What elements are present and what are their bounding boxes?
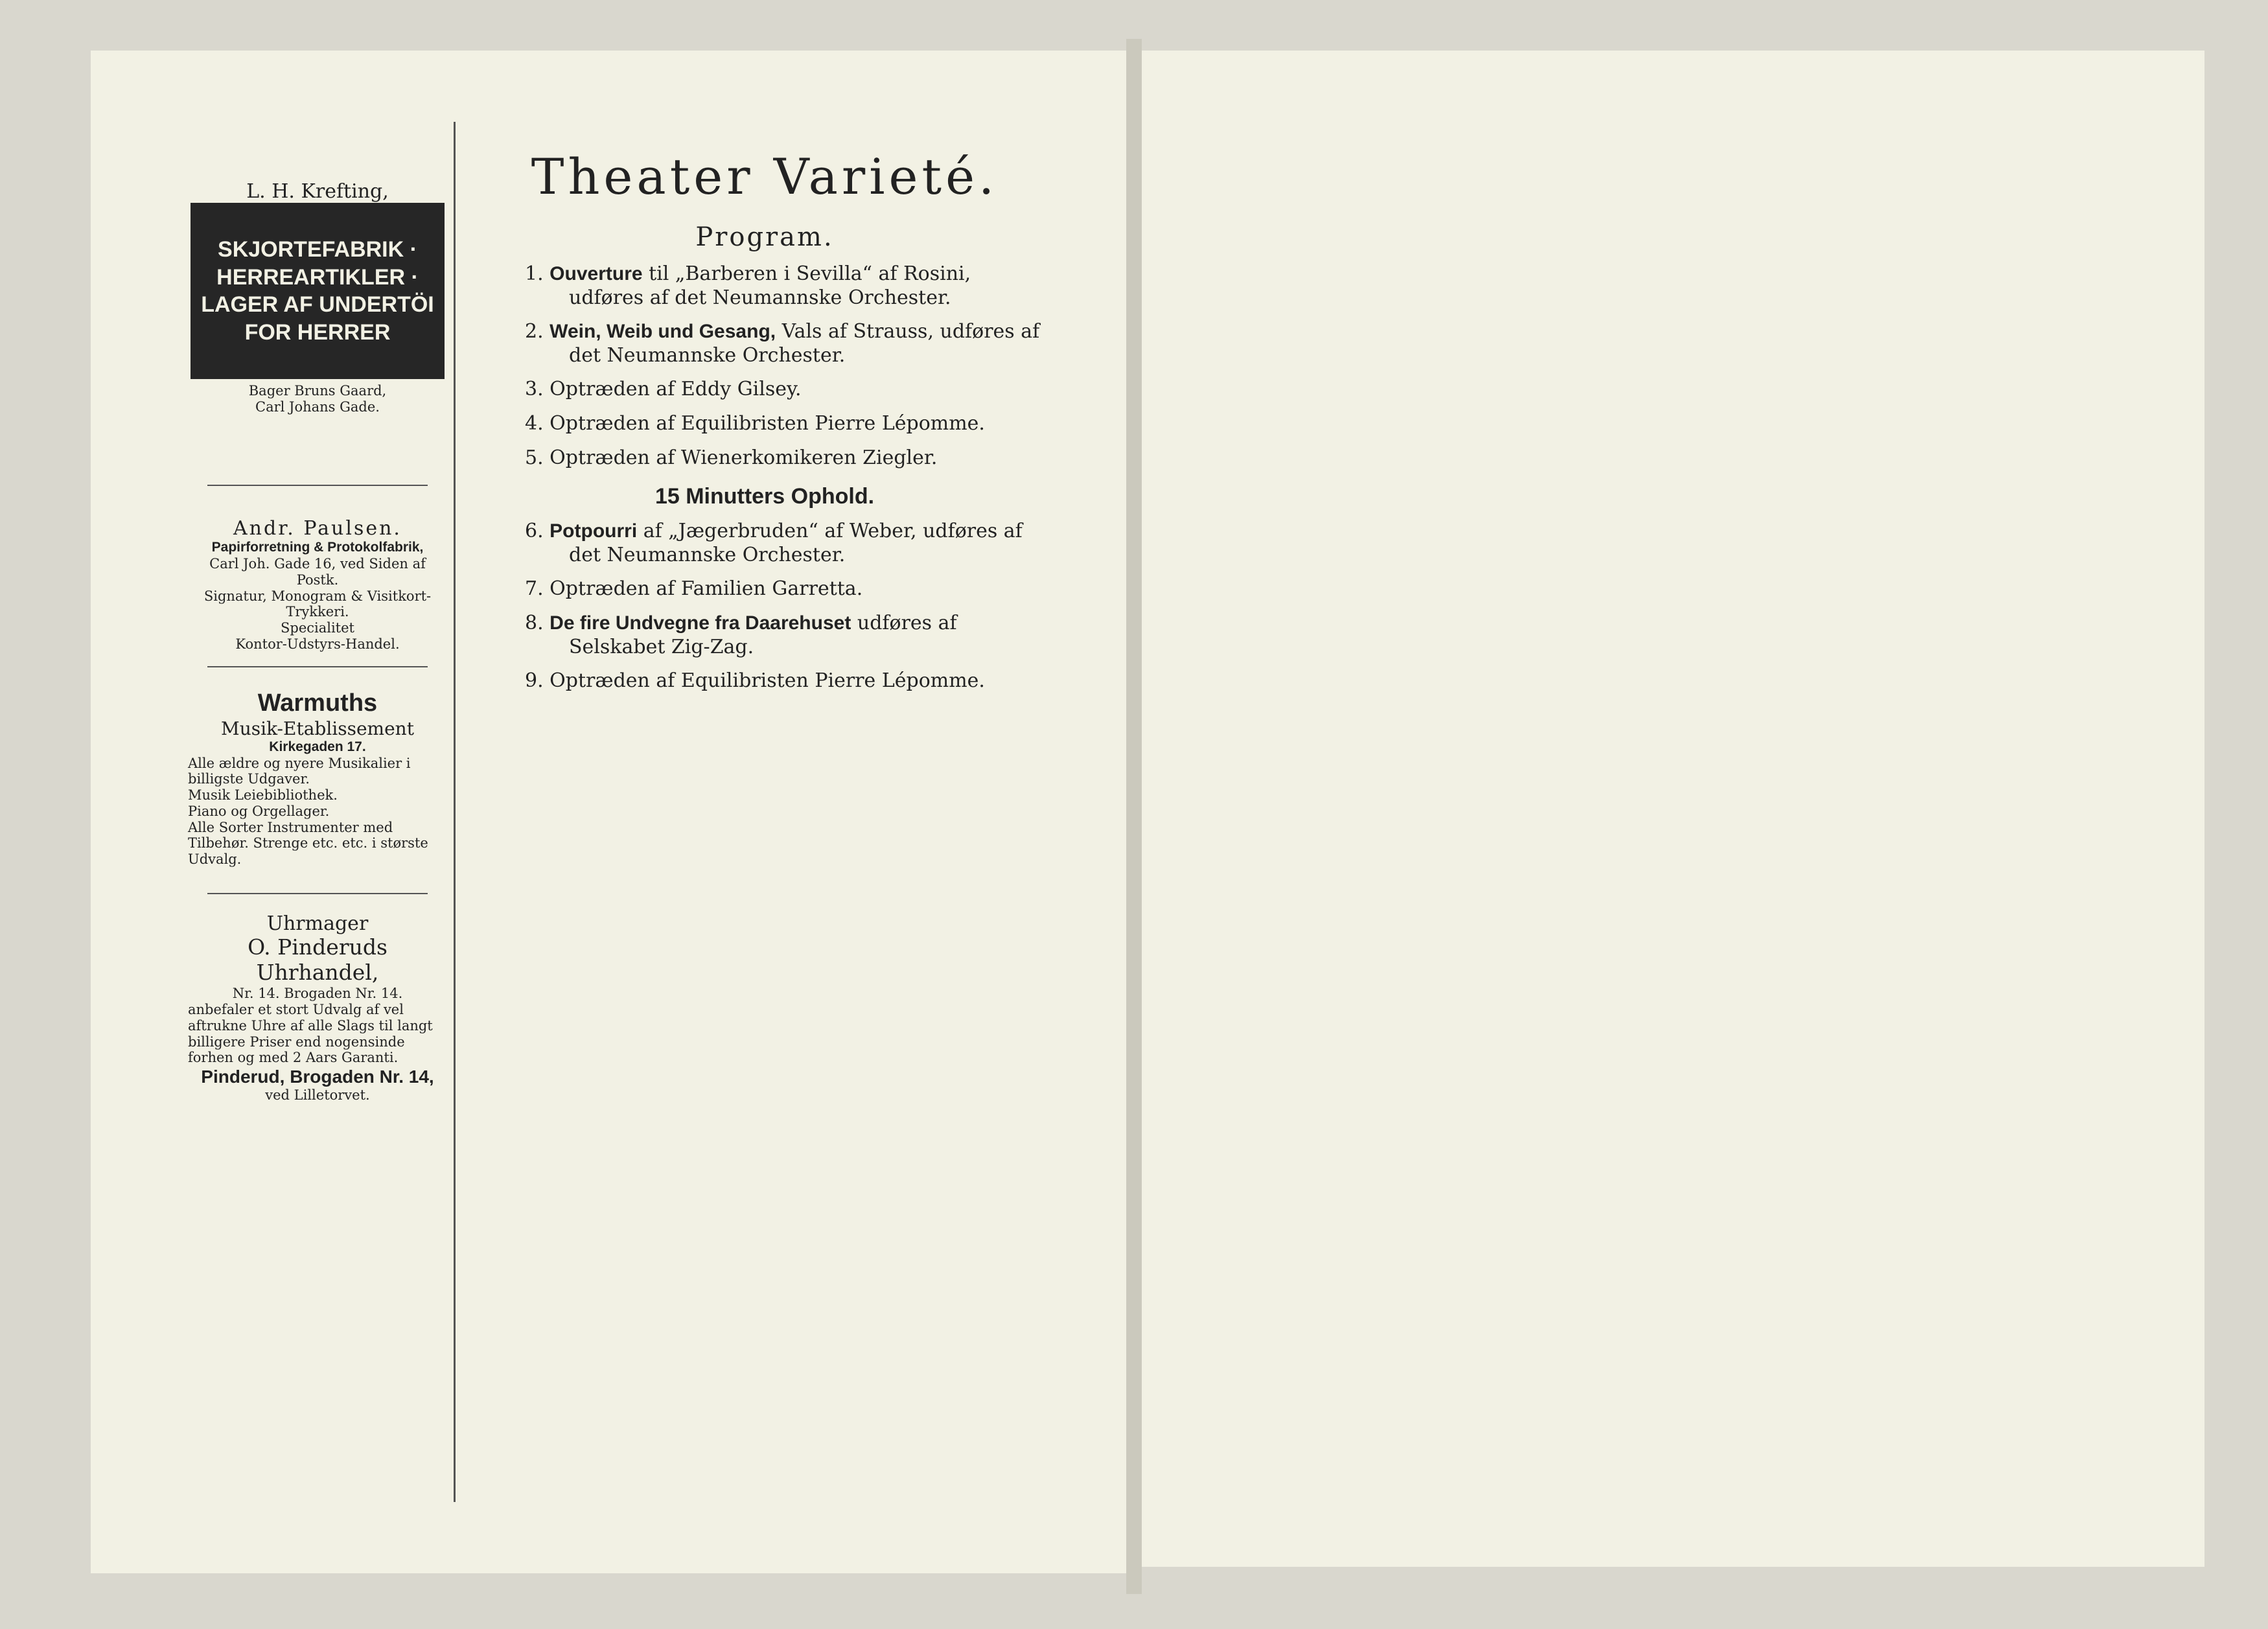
divider — [207, 666, 428, 667]
lh-krefting-ad: L. H. Krefting, SKJORTEFABRIK · HERREARTIKLER · LAGER AF UNDERTÖI FOR HERRER Bager Bruns Gaard, Carl Johans Gade. — [188, 180, 447, 415]
program-item: 1. Ouverture til „Barberen i Sevilla“ af Rosini, udføres af det Neumannske Orchester. — [525, 262, 971, 309]
warmuth-ad: Warmuths Musik-Etablissement Kirkegaden 17. Alle ældre og nyere Musikalier i billigste Udgaver. Musik Leiebibliothek. Piano og Orgellager. Alle Sorter Instrumenter med Tilbehør. Strenge etc. etc. i største Udvalg. — [188, 689, 428, 868]
program-item: 9. Optræden af Equilibristen Pierre Lépomme. — [525, 669, 985, 693]
intermission: 15 Minutters Ophold. — [654, 484, 875, 509]
program-item: 6. Potpourri af „Jægerbruden“ af Weber, udføres af det Neumannske Orchester. — [525, 520, 1023, 566]
program-item: 3. Optræden af Eddy Gilsey. — [525, 378, 802, 401]
pinderud-ad: Uhrmager O. Pinderuds Uhrhandel, Nr. 14. Brogaden Nr. 14. anbefaler et stort Udvalg af vel aftrukne Uhre af alle Slags til langt billigere Priser end nogensinde forhen og med 2 Aars Garanti. Pinderud, Brogaden Nr. 14, ved Lilletorvet. — [188, 912, 434, 1103]
program-title: Theater Varieté. — [531, 148, 999, 205]
left-page — [91, 51, 1126, 1573]
program-item: 7. Optræden af Familien Garretta. — [525, 577, 863, 601]
paulsen-ad: Andr. Paulsen. Papirforretning & Protokolfabrik, Carl Joh. Gade 16, ved Siden af Postk. Signatur, Monogram & Visitkort-Trykkeri. Specialitet Kontor-Udstyrs-Handel. — [203, 517, 432, 652]
theater-program — [480, 51, 1050, 693]
program-item: 5. Optræden af Wienerkomikeren Ziegler. — [525, 446, 938, 469]
program-item: 8. De fire Undvegne fra Daarehuset udføres af Selskabet Zig-Zag. — [525, 611, 957, 658]
column-rule — [454, 122, 456, 1502]
lh-monogram-logo: SKJORTEFABRIK · HERREARTIKLER · LAGER AF UNDERTÖI FOR HERRER — [191, 203, 445, 379]
program-item: 4. Optræden af Equilibristen Pierre Lépomme. — [525, 411, 985, 435]
divider — [207, 485, 428, 486]
right-page — [1142, 51, 2204, 1567]
page-fold — [1126, 39, 1142, 1594]
program-item: 2. Wein, Weib und Gesang, Vals af Strauss, udføres af det Neumannske Orchester. — [525, 320, 1040, 367]
program-subtitle: Program. — [695, 222, 834, 252]
divider — [207, 893, 428, 894]
